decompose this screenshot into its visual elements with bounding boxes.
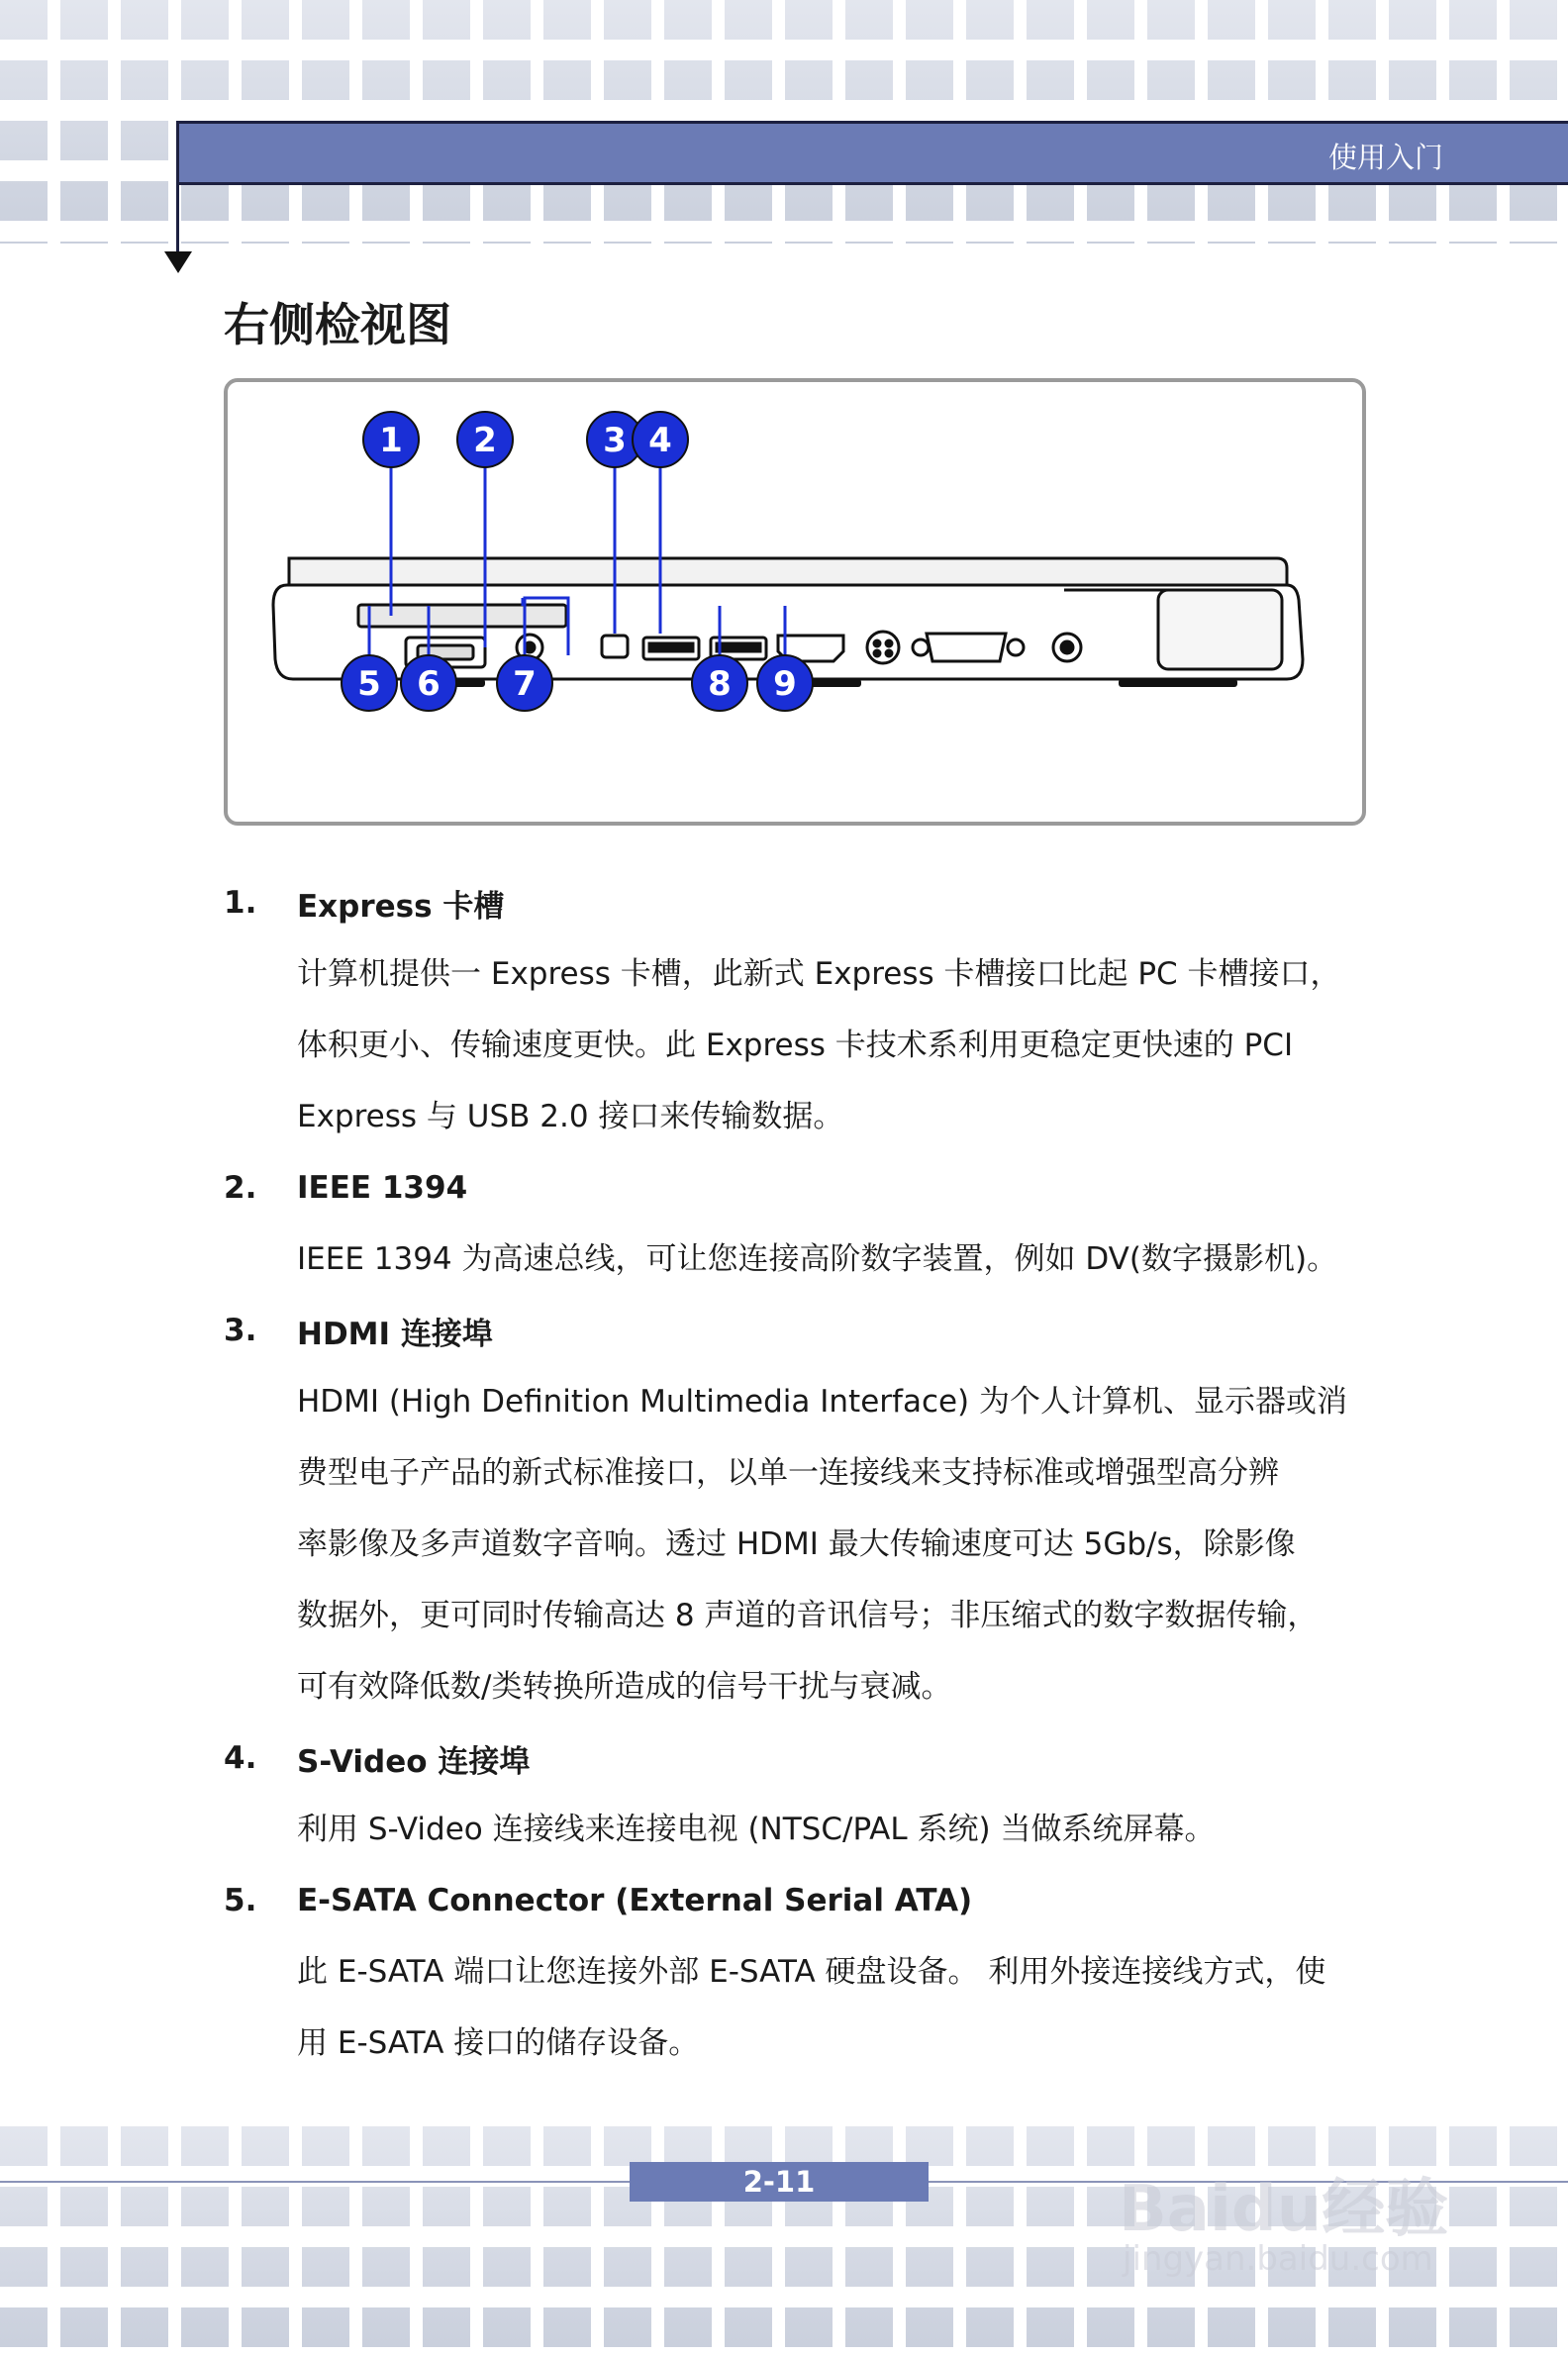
callout-number: 7 (513, 664, 537, 704)
item-title: Express 卡槽 (297, 888, 505, 925)
list-item-ieee1394 (224, 1152, 1362, 1295)
item-number: 4. (224, 1740, 257, 1776)
chapter-header-band (176, 121, 1568, 185)
callout-number: 4 (648, 421, 672, 460)
description-line: Express 与 USB 2.0 接口来传输数据。 (297, 1099, 844, 1134)
item-number: 1. (224, 885, 257, 921)
callout-9 (757, 655, 813, 711)
laptop-side-illustration (228, 382, 1362, 822)
callout-number: 2 (473, 421, 497, 460)
list-item-hdmi (224, 1295, 1362, 1722)
callout-number: 8 (708, 664, 732, 704)
item-number: 3. (224, 1313, 257, 1348)
description-line: 体积更小、传输速度更快。此 Express 卡技术系利用更稳定更快速的 PCI (297, 1028, 1294, 1063)
description-line: 计算机提供一 Express 卡槽，此新式 Express 卡槽接口比起 PC 卡槽接口， (297, 956, 1341, 992)
watermark-brand: Baidu经验 (1119, 2173, 1449, 2246)
description-line: 费型电子产品的新式标准接口，以单一连接线来支持标准或增强型高分辨 (297, 1455, 1279, 1491)
port-description-list (224, 867, 1362, 2079)
item-description (297, 1794, 1362, 1865)
item-title: IEEE 1394 (297, 1170, 468, 1206)
item-description (297, 1936, 1362, 2079)
description-line: 数据外，更可同时传输高达 8 声道的音讯信号；非压缩式的数字数据传输， (297, 1598, 1319, 1633)
item-description (297, 1366, 1362, 1722)
callout-1 (363, 412, 419, 467)
callout-number: 5 (357, 664, 381, 704)
callout-8 (692, 655, 747, 711)
callout-4 (633, 412, 688, 467)
description-line: 用 E-SATA 接口的储存设备。 (297, 2025, 700, 2061)
watermark (1109, 2128, 1534, 2277)
description-line: IEEE 1394 为高速总线，可让您连接高阶数字装置，例如 DV(数字摄影机)。 (297, 1241, 1338, 1277)
item-description (297, 938, 1362, 1152)
page-title: 右侧检视图 (224, 298, 451, 351)
item-number: 2. (224, 1170, 257, 1206)
callout-2 (457, 412, 513, 467)
margin-arrow-icon (164, 251, 192, 273)
page-number: 2-11 (630, 2162, 929, 2202)
description-line: 此 E-SATA 端口让您连接外部 E-SATA 硬盘设备。 利用外接连接线方式，使 (297, 1954, 1326, 1990)
callout-number: 6 (417, 664, 441, 704)
description-line: HDMI (High Definition Multimedia Interface) 为个人计算机、显示器或消 (297, 1384, 1348, 1420)
item-number: 5. (224, 1883, 257, 1918)
list-item-esata (224, 1865, 1362, 2079)
callout-number: 9 (773, 664, 797, 704)
item-title: HDMI 连接埠 (297, 1316, 493, 1352)
item-title: S-Video 连接埠 (297, 1743, 531, 1780)
svideo-port (867, 632, 899, 663)
chapter-label: 使用入门 (1327, 141, 1443, 174)
callout-7 (497, 655, 552, 711)
callout-5 (342, 655, 397, 711)
item-description (297, 1224, 1362, 1295)
watermark-url: jingyan.baidu.com (1123, 2239, 1433, 2279)
list-item-express-card (224, 867, 1362, 1152)
vga-port (927, 634, 1006, 661)
ieee1394-port (602, 636, 628, 657)
list-item-svideo (224, 1722, 1362, 1865)
callout-6 (401, 655, 456, 711)
description-line: 利用 S-Video 连接线来连接电视 (NTSC/PAL 系统) 当做系统屏幕。 (297, 1812, 1216, 1847)
description-line: 率影像及多声道数字音响。透过 HDMI 最大传输速度可达 5Gb/s，除影像 (297, 1526, 1296, 1562)
callout-number: 1 (379, 421, 403, 460)
laptop-right-side-figure (224, 378, 1366, 826)
item-title: E-SATA Connector (External Serial ATA) (297, 1883, 973, 1918)
callout-number: 3 (603, 421, 627, 460)
description-line: 可有效降低数/类转换所造成的信号干扰与衰减。 (297, 1669, 952, 1705)
margin-line (176, 121, 179, 257)
